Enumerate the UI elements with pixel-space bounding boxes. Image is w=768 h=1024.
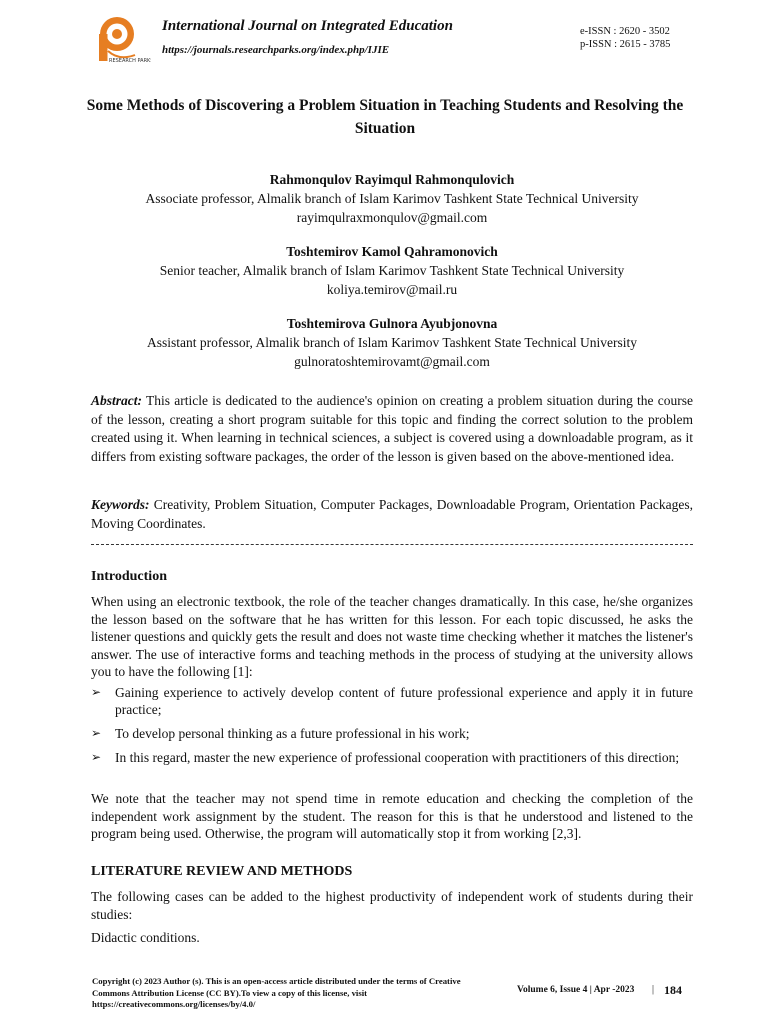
section-divider (91, 544, 693, 545)
abstract-text: This article is dedicated to the audience's opinion on creating a problem situation during the course of the lesson, creating a short program suitable for this topic and finding the correct solution to the problem created using it. When learning in technical sciences, a subject is covered using a downloadable program, as it differs from existing software packages, the order of the lesson is given based on the above-mentioned idea. (91, 393, 693, 464)
arrow-bullet-icon: ➢ (91, 750, 102, 764)
author-affiliation: Associate professor, Almalik branch of Islam Karimov Tashkent State Technical University (145, 191, 639, 206)
paper-title: Some Methods of Discovering a Problem Situation in Teaching Students and Resolving the Situation (86, 97, 684, 137)
author-name: Toshtemirova Gulnora Ayubjonovna (286, 316, 498, 331)
eissn: e-ISSN : 2620 - 3502 (580, 26, 670, 37)
journal-logo (97, 15, 151, 65)
list-item-text: Gaining experience to actively develop content of future professional experience and apply it in future practice; (115, 685, 693, 717)
literature-paragraph: The following cases can be added to the highest productivity of independent work of students during their studies: (91, 889, 693, 922)
list-item-text: To develop personal thinking as a future professional in his work; (115, 726, 470, 741)
list-item (91, 725, 693, 742)
pissn: p-ISSN : 2615 - 3785 (580, 39, 671, 50)
author-name: Toshtemirov Kamol Qahramonovich (286, 244, 498, 259)
author-email[interactable]: rayimqulraxmonqulov@gmail.com (296, 210, 488, 225)
keywords-text: Creativity, Problem Situation, Computer Packages, Downloadable Program, Orientation Packages, Moving Coordinates. (91, 497, 694, 531)
introduction-heading: Introduction (91, 569, 167, 584)
page-number: 184 (664, 983, 682, 997)
abstract-label: Abstract: (91, 393, 143, 408)
author-email[interactable]: gulnoratoshtemirovamt@gmail.com (294, 354, 490, 369)
arrow-bullet-icon: ➢ (91, 726, 102, 740)
author-affiliation: Senior teacher, Almalik branch of Islam Karimov Tashkent State Technical University (159, 263, 625, 278)
issn-block (580, 25, 670, 51)
introduction-paragraph: When using an electronic textbook, the role of the teacher changes dramatically. In this case, he/she organizes the lesson based on the software that he has written for this lesson. For each topic discussed, he asks the listener questions and quickly gets the result and does not waste time checking whether it matches the listener's answer. The use of interactive forms and teaching methods in the process of studying at the university allows you to have the following [1]: (91, 594, 693, 679)
author-affiliation: Assistant professor, Almalik branch of Islam Karimov Tashkent State Technical University (146, 335, 638, 350)
literature-paragraph-2: Didactic conditions. (91, 930, 200, 945)
author-block (60, 242, 724, 299)
abstract (91, 392, 693, 466)
keywords-label: Keywords: (91, 497, 150, 512)
author-block (60, 170, 724, 227)
footer-copyright: Copyright (c) 2023 Author (s). This is an open-access article distributed under the terms of Creative Commons Attribution License (CC BY).To view a copy of this license, visit https://creativecommons.org/licenses/by/4.0/ (92, 976, 461, 1009)
journal-title: International Journal on Integrated Education (162, 18, 453, 34)
list-item (91, 684, 693, 718)
literature-heading: LITERATURE REVIEW AND METHODS (91, 864, 353, 879)
list-item (91, 749, 693, 766)
author-email[interactable]: koliya.temirov@mail.ru (326, 282, 458, 297)
arrow-bullet-icon: ➢ (91, 685, 102, 699)
footer-separator: | (652, 984, 655, 995)
list-item-text: In this regard, master the new experience of professional cooperation with practitioners of this direction; (115, 750, 680, 765)
introduction-paragraph-2: We note that the teacher may not spend time in remote education and checking the completion of the independent work assignment by the student. The reason for this is that he understood and listened to the program being used. Otherwise, the program will automatically stop it from working [2,3]. (91, 791, 693, 841)
author-name: Rahmonqulov Rayimqul Rahmonqulovich (269, 172, 515, 187)
journal-url-link[interactable]: https://journals.researchparks.org/index.php/IJIE (162, 44, 390, 56)
author-block (60, 314, 724, 371)
keywords (91, 496, 693, 533)
footer-volume: Volume 6, Issue 4 | Apr -2023 (517, 985, 635, 995)
research-parks-logo-icon (97, 15, 151, 65)
svg-text:RESEARCH PARKS: RESEARCH PARKS (109, 58, 151, 64)
